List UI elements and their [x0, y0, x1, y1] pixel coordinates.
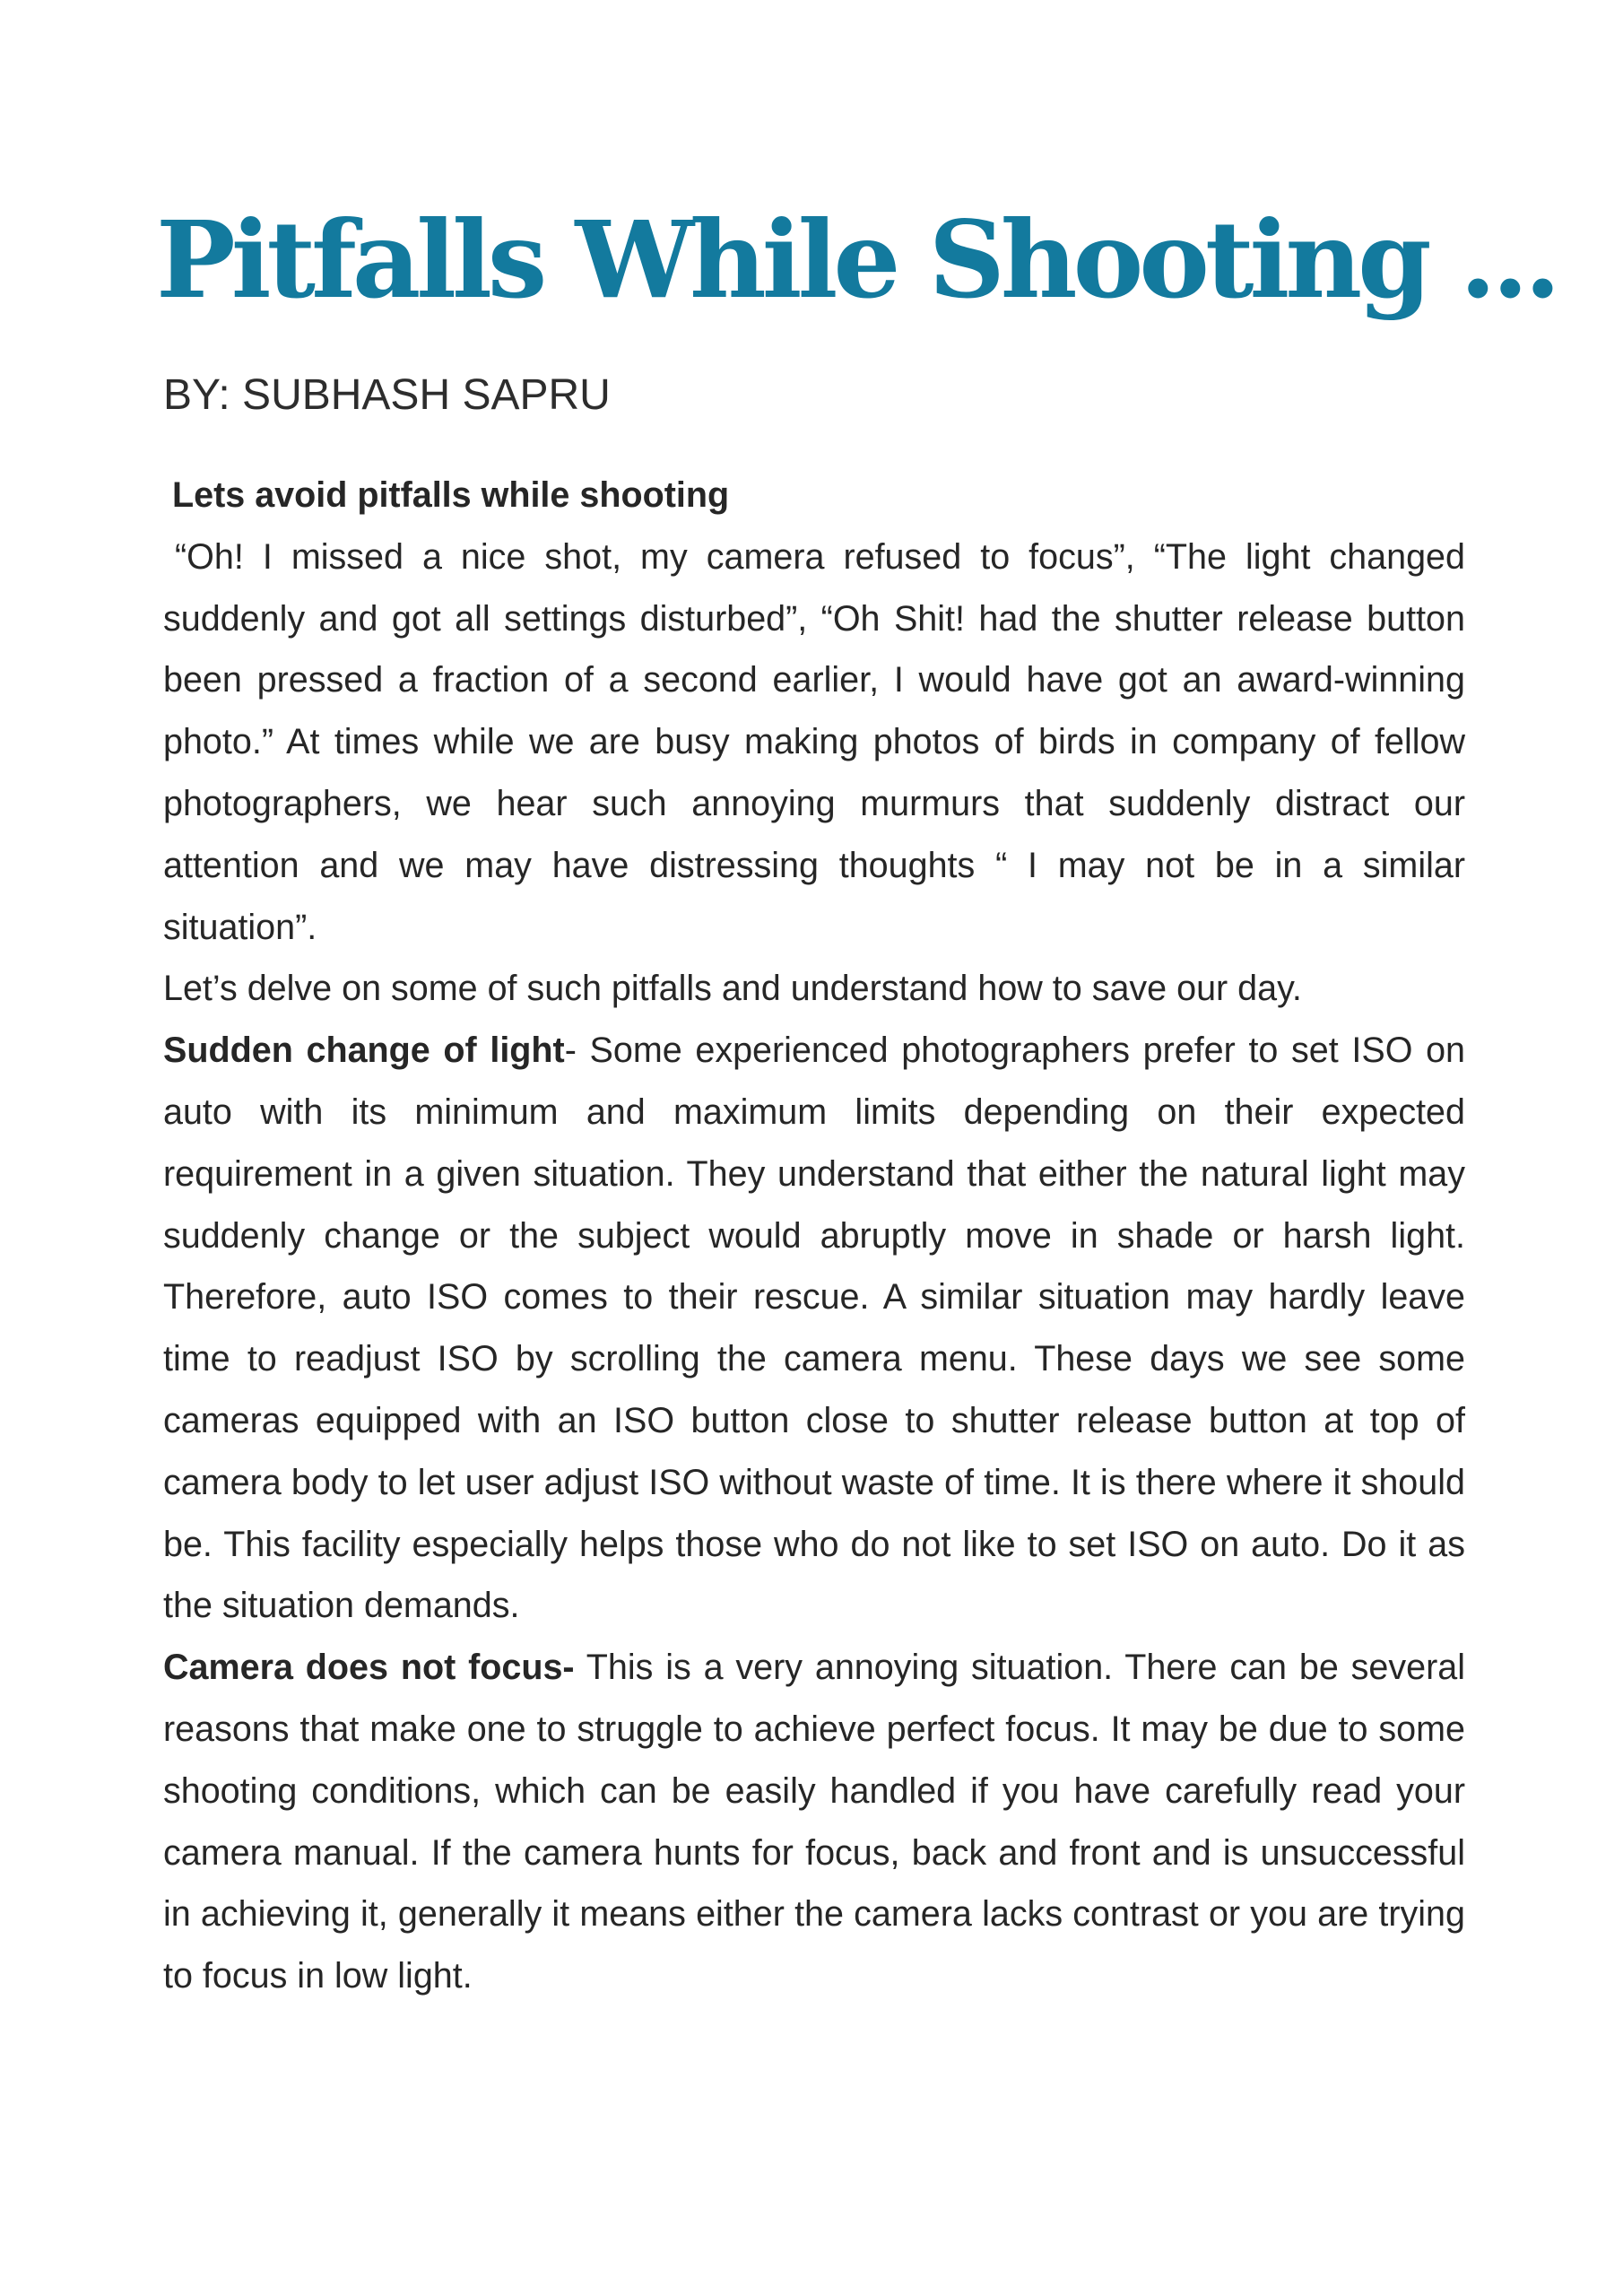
transition-paragraph: Let’s delve on some of such pitfalls and understand how to save our day.	[163, 969, 1302, 1009]
section-sudden-change-of-light	[163, 1020, 1465, 1637]
intro-paragraph: “Oh! I missed a nice shot, my camera refused to focus”, “The light changed suddenly and got all settings disturbed”, “Oh Shit! had the shutter release button been pressed a fraction of a second earlier, I would have got an award-winning photo.” At times while we are busy making photos of birds in company of fellow photographers, we hear such annoying murmurs that suddenly distract our attention and we may have distressing thoughts “ I may not be in a similar situation”.	[163, 536, 1465, 947]
intro-heading-paragraph	[163, 465, 1465, 526]
article-byline: BY: SUBHASH SAPRU	[163, 371, 611, 419]
section-text: This is a very annoying situation. There can be several reasons that make one to struggle to achieve perfect focus. It may be due to some shooting conditions, which can be easily handled if you have carefully read your camera manual. If the camera hunts for focus, back and front and is unsuccessful in achieving it, generally it means either the camera lacks contrast or you are trying to focus in low light.	[163, 1648, 1465, 1996]
section-camera-does-not-focus	[163, 1637, 1465, 2007]
section-text: - Some experienced photographers prefer to set ISO on auto with its minimum and maximum limits depending on their expected requirement in a given situation. They understand that either the natural light may suddenly change or the subject would abruptly move in shade or harsh light. Therefore, auto ISO comes to their rescue. A similar situation may hardly leave time to readjust ISO by scrolling the camera menu. These days we see some cameras equipped with an ISO button close to shutter release button at top of camera body to let user adjust ISO without waste of time. It is there where it should be. This facility especially helps those who do not like to set ISO on auto. Do it as the situation demands.	[163, 1031, 1466, 1626]
intro-heading: Lets avoid pitfalls while shooting	[172, 475, 730, 515]
article-body	[163, 465, 1465, 2007]
section-term: Camera does not focus-	[163, 1648, 575, 1688]
article-title: Pitfalls While Shooting ...	[156, 197, 1557, 322]
section-term: Sudden change of light	[163, 1031, 565, 1071]
